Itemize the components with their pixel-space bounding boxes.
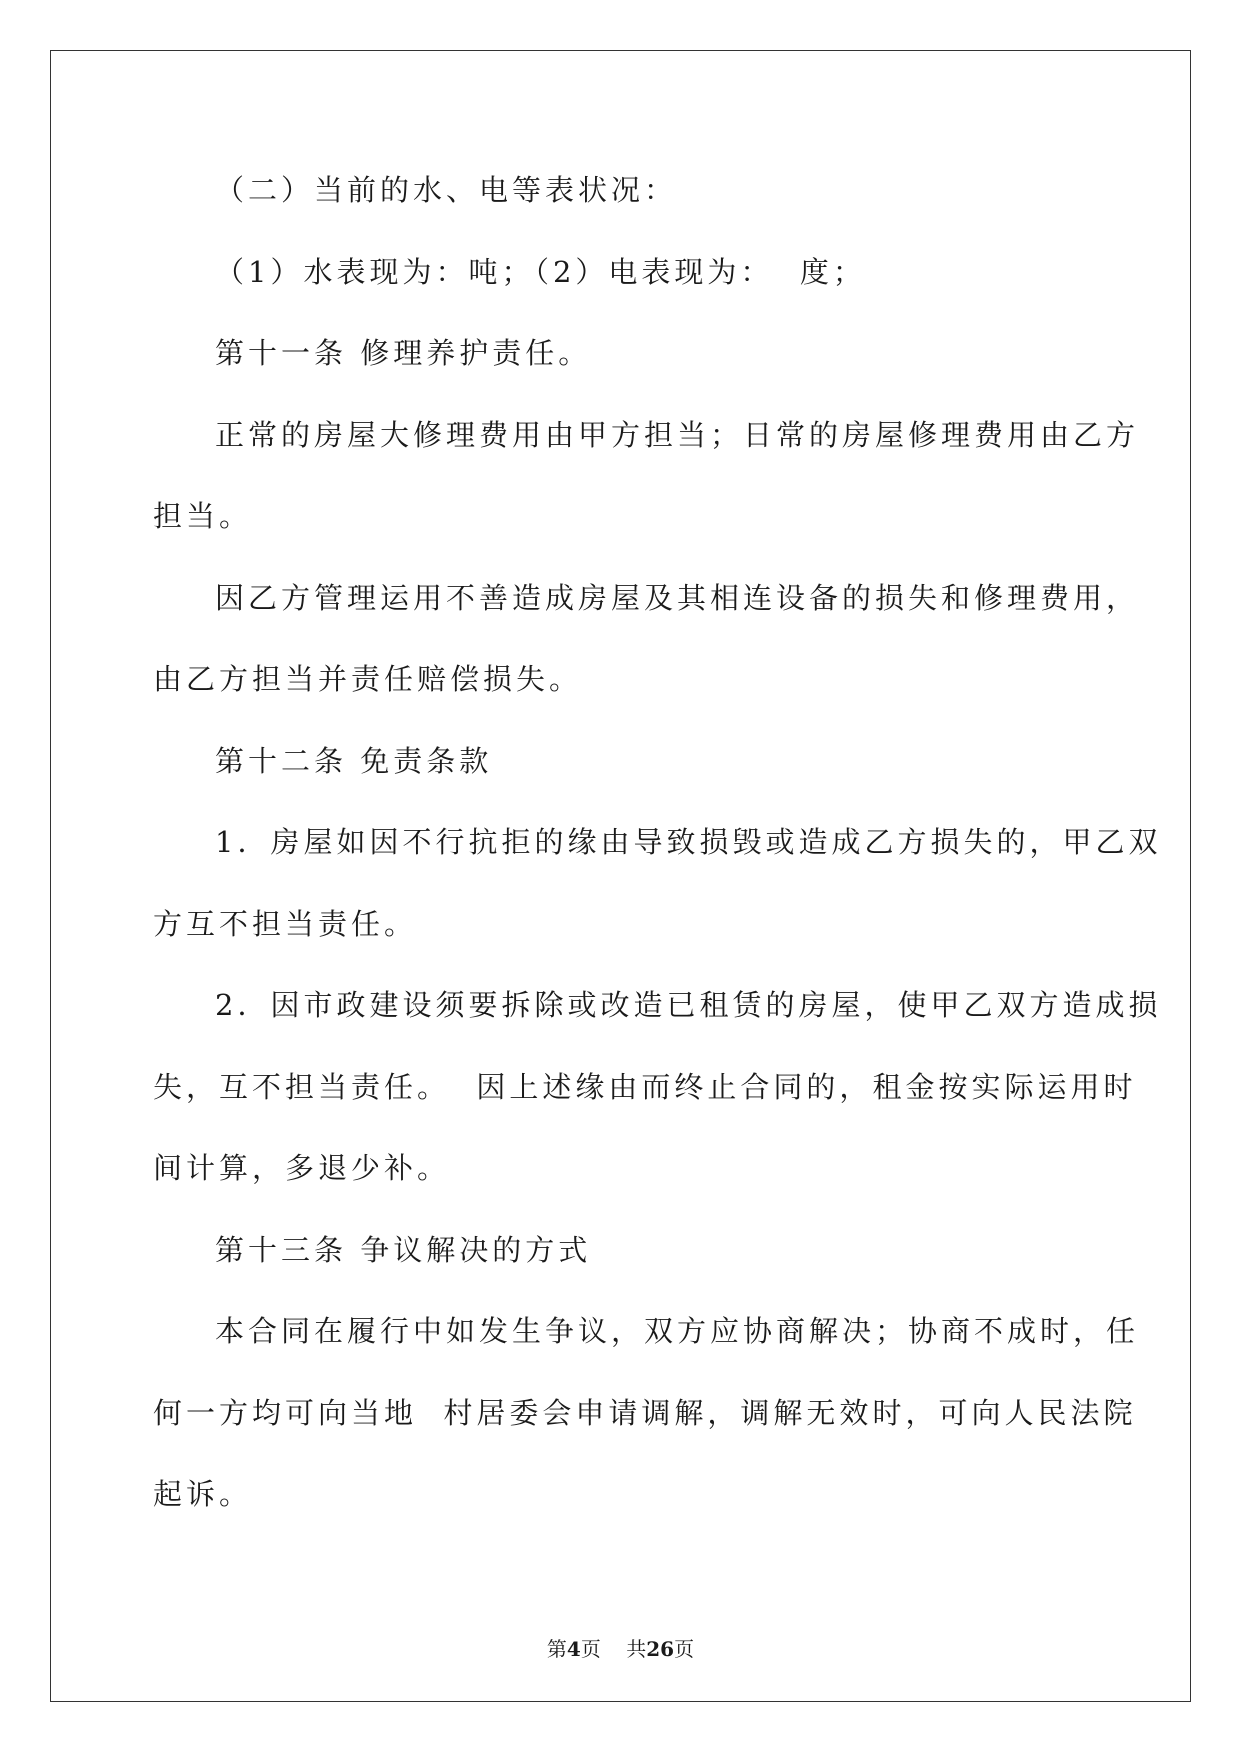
footer-prefix: 第 — [546, 1637, 567, 1661]
current-page-number: 4 — [566, 1637, 581, 1661]
footer-total-word: 页 — [674, 1637, 695, 1661]
text-line-5: 担当。 — [153, 499, 253, 533]
text-line-16: 何一方均可向当地 村居委会申请调解，调解无效时，可向人民法院 — [153, 1395, 1137, 1430]
text-line-17: 起诉。 — [153, 1477, 253, 1511]
text-line-6: 因乙方管理运用不善造成房屋及其相连设备的损失和修理费用， — [215, 580, 1140, 615]
footer-total-prefix: 共 — [626, 1637, 647, 1661]
text-line-2: （1）水表现为：吨；（2）电表现为： 度； — [215, 254, 866, 289]
text-line-3: 第十一条 修理养护责任。 — [215, 336, 592, 370]
text-line-14: 第十三条 争议解决的方式 — [215, 1232, 592, 1267]
text-line-13: 间计算，多退少补。 — [153, 1151, 451, 1185]
text-line-11: 2．因市政建设须要拆除或改造已租赁的房屋，使甲乙双方造成损 — [215, 988, 1162, 1022]
page-footer — [0, 1633, 1241, 1662]
text-line-10: 方互不担当责任。 — [153, 906, 418, 941]
text-line-8: 第十二条 免责条款 — [215, 743, 493, 778]
text-line-7: 由乙方担当并责任赔偿损失。 — [153, 662, 583, 696]
text-line-4: 正常的房屋大修理费用由甲方担当；日常的房屋修理费用由乙方 — [215, 417, 1140, 452]
total-pages-number: 26 — [646, 1637, 675, 1661]
footer-page-word: 页 — [580, 1637, 601, 1661]
text-line-15: 本合同在履行中如发生争议，双方应协商解决；协商不成时，任 — [215, 1314, 1140, 1348]
text-line-9: 1．房屋如因不行抗拒的缘由导致损毁或造成乙方损失的，甲乙双 — [215, 825, 1162, 859]
document-body — [153, 150, 1162, 1536]
text-line-1: （二）当前的水、电等表状况： — [215, 173, 678, 207]
text-line-12: 失，互不担当责任。 因上述缘由而终止合同的，租金按实际运用时 — [153, 1069, 1137, 1104]
